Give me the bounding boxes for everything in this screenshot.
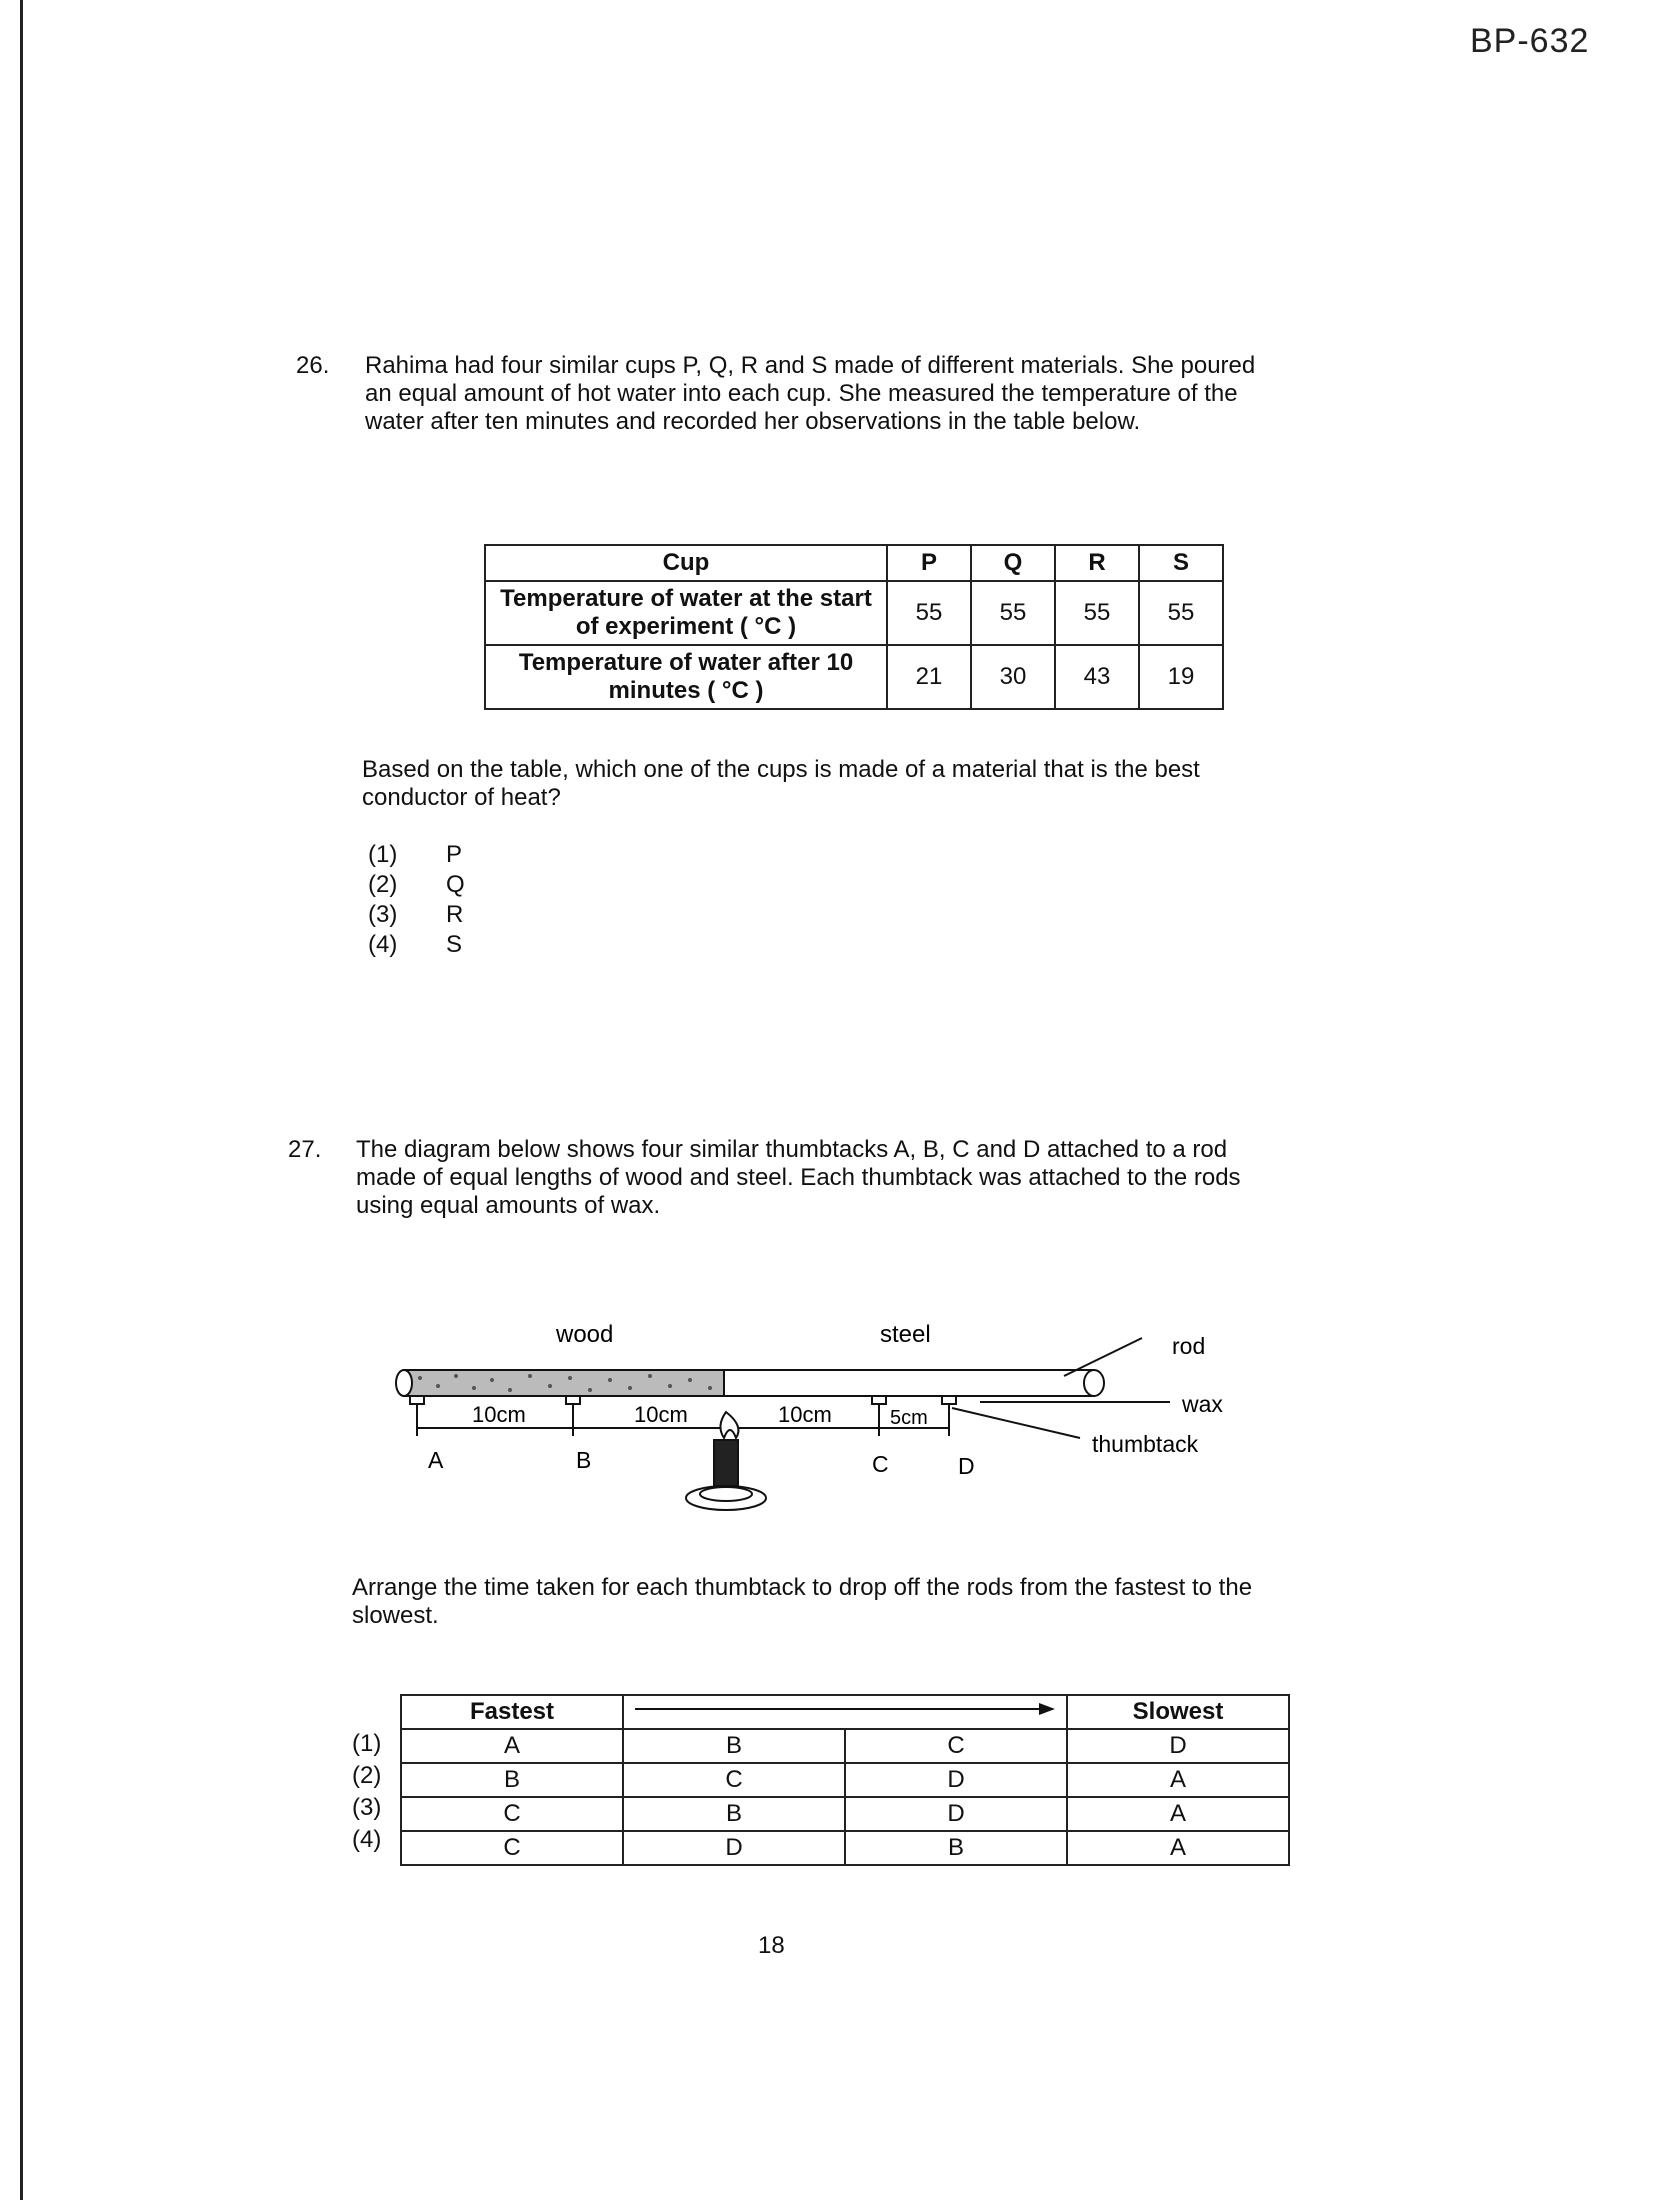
q26-row-after-label: Temperature of water after 10 minutes ( °C ) — [485, 645, 887, 709]
q26-question: Based on the table, which one of the cups is made of a material that is the best conductor of heat? — [362, 756, 1200, 811]
row3-cell3: D — [845, 1797, 1067, 1831]
paper-code: BP-632 — [1470, 22, 1590, 60]
option-text: P — [446, 841, 463, 868]
distance-1: 10cm — [472, 1402, 526, 1427]
row4-cell4: A — [1067, 1831, 1289, 1865]
q26-table — [484, 544, 1224, 710]
arrow-right-icon — [635, 1699, 1055, 1719]
row4-cell3: B — [845, 1831, 1067, 1865]
thumbtack-b — [566, 1396, 580, 1420]
option-number: (3) — [368, 901, 398, 928]
q26-table-header-label: Cup — [485, 545, 887, 581]
row1-cell1: A — [401, 1729, 623, 1763]
distance-4: 5cm — [890, 1407, 928, 1429]
q27-option-row-3[interactable] — [401, 1797, 1289, 1831]
q27-option-num-2[interactable]: (2) — [352, 1762, 382, 1789]
q26-cup-r: R — [1055, 545, 1139, 581]
row1-cell2: B — [623, 1729, 845, 1763]
label-wax: wax — [1182, 1391, 1223, 1417]
q26-after-q: 30 — [971, 645, 1055, 709]
q26-start-s: 55 — [1139, 581, 1223, 645]
tack-label-b: B — [576, 1447, 592, 1473]
tack-label-d: D — [958, 1453, 975, 1479]
q26-option-3[interactable] — [368, 900, 465, 930]
q26-option-4[interactable] — [368, 930, 465, 960]
q26-after-p: 21 — [887, 645, 971, 709]
q27-text: The diagram below shows four similar thumbtacks A, B, C and D attached to a rod made of equal lengths of wood and steel. Each thumbtack was attached to the rods using equal amounts of wax. — [356, 1136, 1241, 1219]
tack-label-a: A — [428, 1447, 444, 1473]
thumbtack-c — [872, 1396, 886, 1420]
q27-number: 27. — [288, 1136, 322, 1163]
q27-table — [400, 1694, 1290, 1866]
distance-3: 10cm — [778, 1402, 832, 1427]
q26-option-1[interactable] — [368, 840, 465, 870]
q27-option-row-2[interactable] — [401, 1763, 1289, 1797]
option-number: (2) — [368, 871, 398, 898]
label-thumbtack: thumbtack — [1092, 1431, 1199, 1457]
q27-diagram — [380, 1310, 1260, 1540]
q26-text: Rahima had four similar cups P, Q, R and S made of different materials. She poured an equal amount of hot water into each cup. She measured the temperature of the water after ten minutes and recorded her observations in the table below. — [365, 352, 1256, 435]
row2-cell1: B — [401, 1763, 623, 1797]
q26-after-r: 43 — [1055, 645, 1139, 709]
q26-start-p: 55 — [887, 581, 971, 645]
q27-option-numbers — [352, 1728, 381, 1856]
arrow-cell — [623, 1695, 1067, 1729]
q26-options — [368, 840, 465, 960]
slowest-label: Slowest — [1067, 1695, 1289, 1729]
row3-cell2: B — [623, 1797, 845, 1831]
option-number: (1) — [368, 841, 398, 868]
option-number: (4) — [368, 931, 398, 958]
row2-cell3: D — [845, 1763, 1067, 1797]
q26-option-2[interactable] — [368, 870, 465, 900]
label-steel: steel — [880, 1321, 931, 1348]
q26-after-s: 19 — [1139, 645, 1223, 709]
fastest-label: Fastest — [401, 1695, 623, 1729]
row4-cell1: C — [401, 1831, 623, 1865]
thumbtack-a — [410, 1396, 424, 1420]
q26-number: 26. — [296, 352, 330, 379]
q26-start-q: 55 — [971, 581, 1055, 645]
steel-rod — [724, 1370, 1094, 1396]
row2-cell4: A — [1067, 1763, 1289, 1797]
option-text: Q — [446, 871, 465, 898]
row3-cell4: A — [1067, 1797, 1289, 1831]
q27-option-num-4[interactable]: (4) — [352, 1826, 382, 1853]
scan-border — [20, 0, 23, 2200]
q26-row-start-label: Temperature of water at the start of experiment ( °C ) — [485, 581, 887, 645]
page-number: 18 — [758, 1932, 785, 1959]
q26-cup-q: Q — [971, 545, 1055, 581]
label-rod: rod — [1172, 1333, 1206, 1359]
row1-cell4: D — [1067, 1729, 1289, 1763]
option-text: R — [446, 901, 464, 928]
distance-2: 10cm — [634, 1402, 688, 1427]
tack-label-c: C — [872, 1451, 889, 1477]
burner-icon — [686, 1412, 766, 1510]
wood-rod — [404, 1370, 724, 1396]
option-text: S — [446, 931, 463, 958]
row4-cell2: D — [623, 1831, 845, 1865]
row1-cell3: C — [845, 1729, 1067, 1763]
q27-option-num-1[interactable]: (1) — [352, 1730, 382, 1757]
q26-cup-s: S — [1139, 545, 1223, 581]
q26-cup-p: P — [887, 545, 971, 581]
q27-option-num-3[interactable]: (3) — [352, 1794, 382, 1821]
row3-cell1: C — [401, 1797, 623, 1831]
row2-cell2: C — [623, 1763, 845, 1797]
q27-option-row-4[interactable] — [401, 1831, 1289, 1865]
label-wood: wood — [556, 1321, 614, 1348]
q27-option-row-1[interactable] — [401, 1729, 1289, 1763]
q27-question: Arrange the time taken for each thumbtack to drop off the rods from the fastest to the slowest. — [352, 1574, 1253, 1629]
q26-start-r: 55 — [1055, 581, 1139, 645]
